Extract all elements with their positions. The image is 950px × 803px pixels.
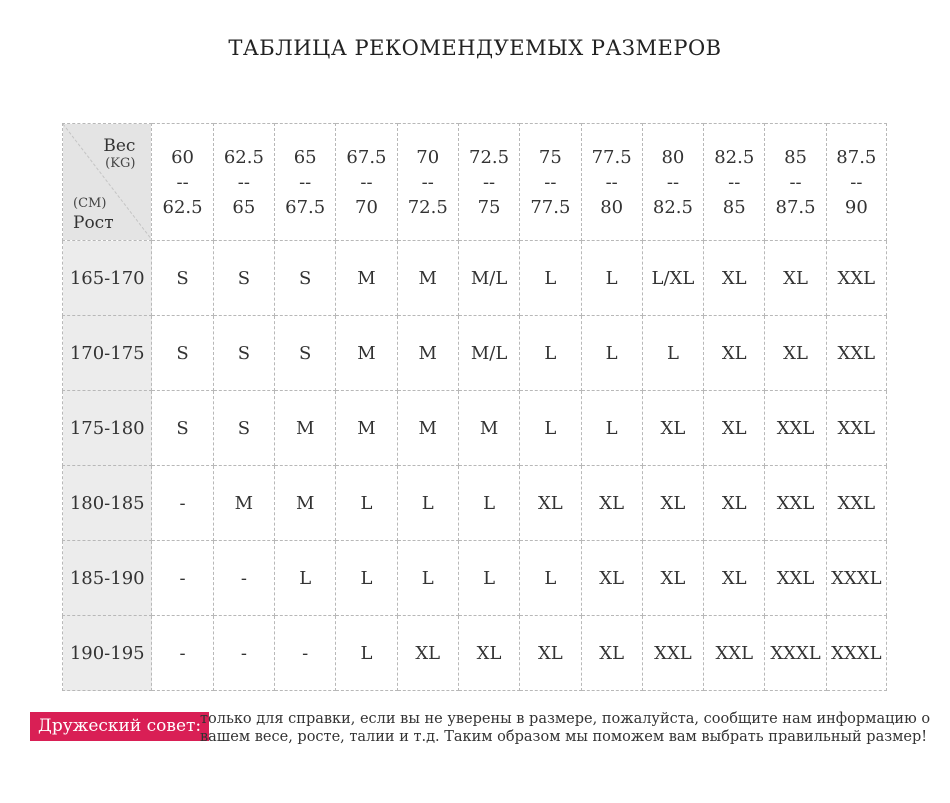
size-row <box>63 466 887 541</box>
weight-to: 90 <box>844 196 868 218</box>
friendly-tip-badge: Дружеский совет: <box>30 712 209 741</box>
size-cell: - <box>213 616 274 691</box>
weight-column-header <box>152 124 213 241</box>
weight-column-header <box>213 124 274 241</box>
size-cell: L <box>581 316 642 391</box>
size-row <box>63 316 887 391</box>
size-cell: XXL <box>826 316 886 391</box>
weight-to: 75 <box>477 196 501 218</box>
size-row <box>63 241 887 316</box>
size-cell: XL <box>704 541 765 616</box>
weight-column-header <box>642 124 703 241</box>
size-cell: XL <box>642 466 703 541</box>
size-cell: L <box>336 616 397 691</box>
size-cell: XXL <box>642 616 703 691</box>
weight-column-header <box>765 124 826 241</box>
tip-text-line: только для справки, если вы не уверены в размере, пожалуйста, сообщите нам информацию о <box>200 711 931 727</box>
size-cell: S <box>213 241 274 316</box>
size-cell: S <box>152 391 213 466</box>
weight-sep: -- <box>728 171 741 193</box>
height-range-cell: 165-170 <box>63 241 152 316</box>
size-cell: M <box>336 391 397 466</box>
weight-from: 77.5 <box>591 146 632 168</box>
weight-from: 87.5 <box>836 146 877 168</box>
size-cell: XL <box>397 616 458 691</box>
weight-to: 67.5 <box>285 196 326 218</box>
weight-from: 82.5 <box>714 146 755 168</box>
size-cell: L <box>581 391 642 466</box>
height-range-cell: 190-195 <box>63 616 152 691</box>
size-cell: - <box>152 541 213 616</box>
weight-unit: (KG) <box>105 156 136 171</box>
weight-sep: -- <box>176 171 189 193</box>
size-cell: L <box>336 541 397 616</box>
weight-sep: -- <box>789 171 802 193</box>
size-cell: XL <box>581 616 642 691</box>
size-cell: M <box>336 241 397 316</box>
size-cell: L <box>275 541 336 616</box>
size-cell: L <box>520 241 581 316</box>
height-label: Рост <box>73 213 114 233</box>
size-cell: S <box>152 316 213 391</box>
size-cell: L <box>336 466 397 541</box>
size-cell: S <box>213 316 274 391</box>
size-cell: XL <box>765 241 826 316</box>
size-cell: S <box>152 241 213 316</box>
weight-column-header <box>336 124 397 241</box>
weight-to: 82.5 <box>652 196 693 218</box>
size-cell: XL <box>704 466 765 541</box>
weight-sep: -- <box>237 171 250 193</box>
weight-to: 65 <box>232 196 256 218</box>
corner-cell <box>63 124 152 241</box>
size-cell: M <box>275 466 336 541</box>
size-cell: - <box>152 466 213 541</box>
weight-column-header <box>826 124 886 241</box>
weight-column-header <box>581 124 642 241</box>
size-cell: L <box>520 541 581 616</box>
size-row <box>63 391 887 466</box>
size-cell: L <box>397 466 458 541</box>
weight-sep: -- <box>421 171 434 193</box>
size-cell: M <box>213 466 274 541</box>
size-cell: XL <box>642 391 703 466</box>
weight-to: 77.5 <box>530 196 571 218</box>
size-cell: XXXL <box>765 616 826 691</box>
size-cell: - <box>213 541 274 616</box>
size-cell: XL <box>765 316 826 391</box>
page-title: ТАБЛИЦА РЕКОМЕНДУЕМЫХ РАЗМЕРОВ <box>228 36 722 60</box>
weight-header-row <box>63 124 887 241</box>
size-cell: S <box>275 316 336 391</box>
weight-label: Вес <box>103 136 136 156</box>
size-cell: M <box>275 391 336 466</box>
size-cell: L <box>458 541 519 616</box>
size-cell: XL <box>642 541 703 616</box>
weight-from: 75 <box>538 146 562 168</box>
height-unit: (CM) <box>73 196 107 211</box>
size-cell: - <box>275 616 336 691</box>
weight-column-header <box>275 124 336 241</box>
weight-sep: -- <box>666 171 680 193</box>
size-cell: M/L <box>458 316 519 391</box>
size-cell: XXL <box>826 391 886 466</box>
size-cell: XL <box>581 466 642 541</box>
size-cell: M <box>458 391 519 466</box>
size-cell: XL <box>704 241 765 316</box>
size-cell: XL <box>581 541 642 616</box>
weight-column-header <box>520 124 581 241</box>
size-cell: M <box>397 391 458 466</box>
size-cell: XXXL <box>826 541 886 616</box>
weight-from: 80 <box>661 146 685 168</box>
weight-to: 80 <box>600 196 624 218</box>
size-cell: XL <box>704 316 765 391</box>
weight-to: 85 <box>722 196 746 218</box>
weight-sep: -- <box>605 171 618 193</box>
size-cell: - <box>152 616 213 691</box>
size-cell: M <box>397 241 458 316</box>
weight-from: 72.5 <box>469 146 510 168</box>
weight-to: 62.5 <box>162 196 203 218</box>
size-cell: L <box>397 541 458 616</box>
tip-text-line: вашем весе, росте, талии и т.д. Таким образом мы поможем вам выбрать правильный размер! <box>200 729 928 745</box>
size-cell: S <box>275 241 336 316</box>
size-cell: L <box>642 316 703 391</box>
size-table <box>62 123 887 691</box>
size-cell: S <box>213 391 274 466</box>
weight-to: 87.5 <box>775 196 816 218</box>
weight-from: 60 <box>171 146 195 168</box>
weight-column-header <box>397 124 458 241</box>
weight-from: 70 <box>416 146 440 168</box>
size-cell: XL <box>520 616 581 691</box>
weight-sep: -- <box>544 171 557 193</box>
size-cell: XL <box>520 466 581 541</box>
size-cell: XXL <box>704 616 765 691</box>
tip-text <box>200 710 930 746</box>
size-cell: L/XL <box>642 241 703 316</box>
weight-from: 62.5 <box>223 146 264 168</box>
size-cell: M <box>336 316 397 391</box>
weight-sep: -- <box>360 171 373 193</box>
size-cell: M/L <box>458 241 519 316</box>
size-cell: XXL <box>765 391 826 466</box>
weight-from: 85 <box>784 146 807 168</box>
height-range-cell: 185-190 <box>63 541 152 616</box>
height-range-cell: 175-180 <box>63 391 152 466</box>
size-cell: XXL <box>765 541 826 616</box>
weight-to: 70 <box>355 196 378 218</box>
weight-sep: -- <box>482 171 496 193</box>
weight-from: 65 <box>293 146 317 168</box>
size-cell: M <box>397 316 458 391</box>
size-cell: XXL <box>826 241 886 316</box>
weight-sep: -- <box>299 171 312 193</box>
size-cell: L <box>458 466 519 541</box>
weight-to: 72.5 <box>407 196 448 218</box>
size-cell: XXL <box>765 466 826 541</box>
height-range-cell: 180-185 <box>63 466 152 541</box>
weight-sep: -- <box>850 171 863 193</box>
size-cell: XL <box>458 616 519 691</box>
size-cell: L <box>520 316 581 391</box>
weight-from: 67.5 <box>346 146 387 168</box>
weight-column-header <box>704 124 765 241</box>
size-row <box>63 616 887 691</box>
height-range-cell: 170-175 <box>63 316 152 391</box>
size-cell: XXL <box>826 466 886 541</box>
size-cell: XXXL <box>826 616 886 691</box>
size-cell: XL <box>704 391 765 466</box>
size-row <box>63 541 887 616</box>
size-cell: L <box>520 391 581 466</box>
weight-column-header <box>458 124 519 241</box>
size-cell: L <box>581 241 642 316</box>
